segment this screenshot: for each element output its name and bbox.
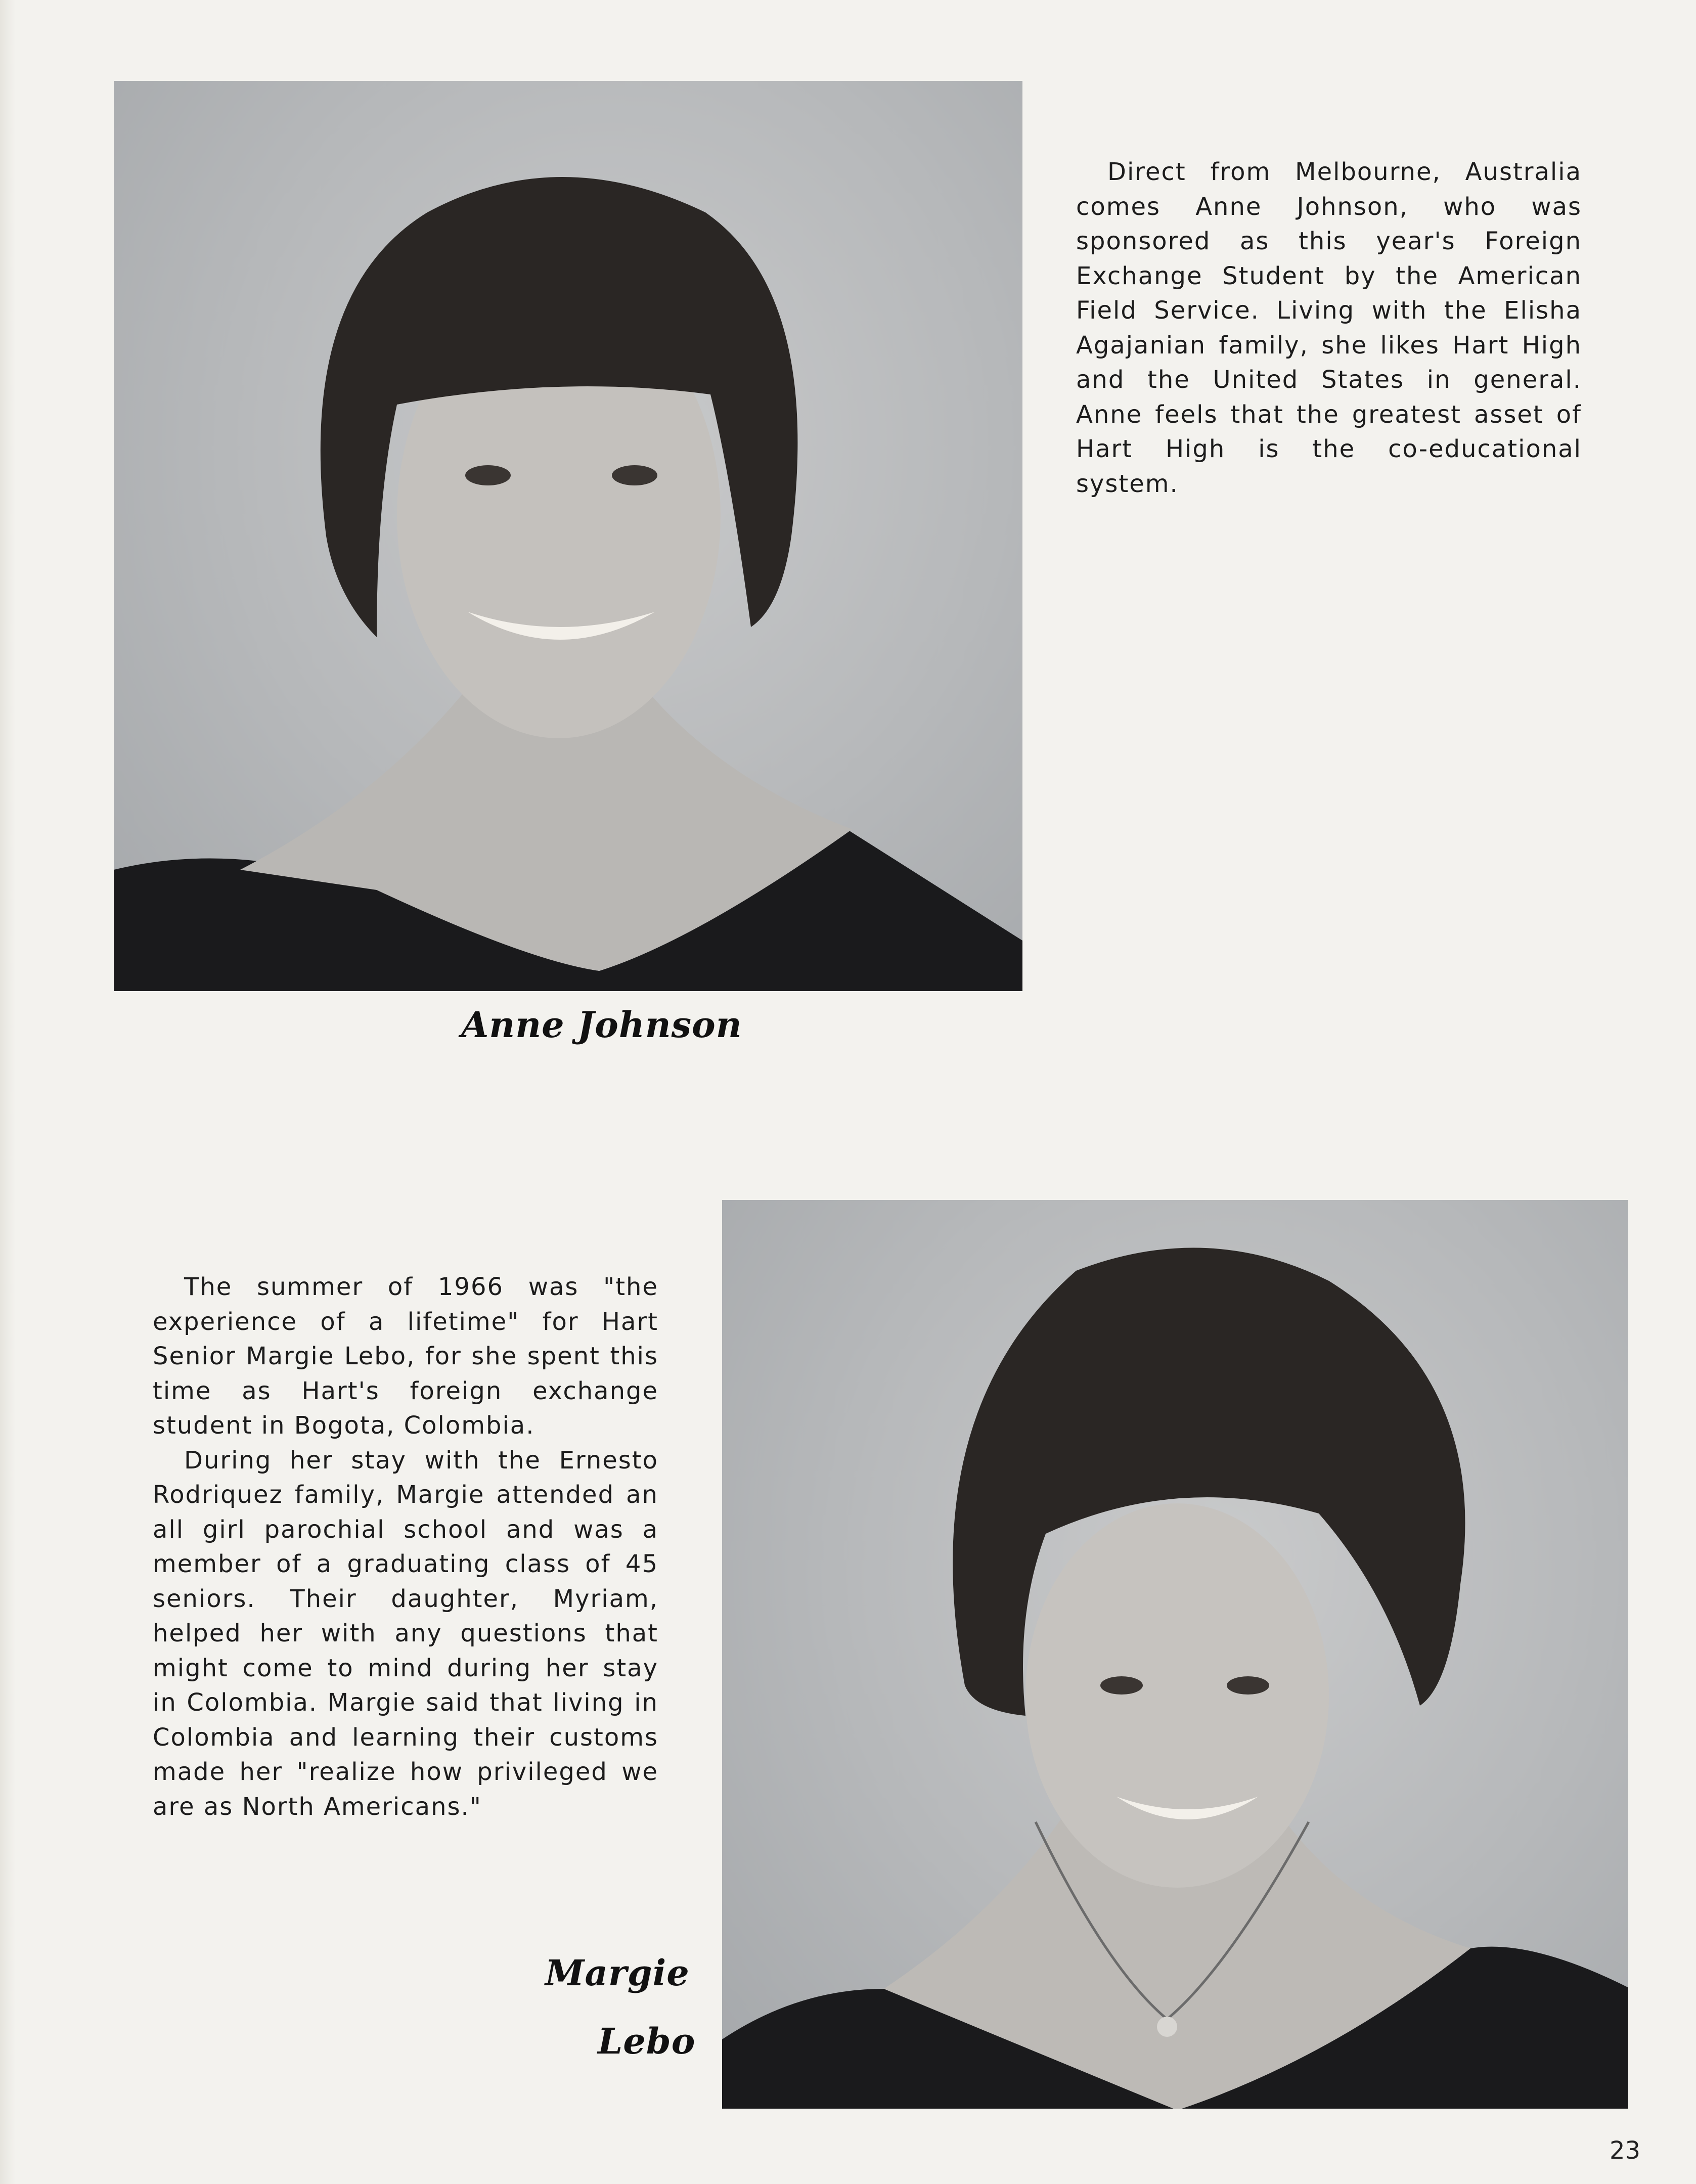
margie-lebo-bio	[153, 1270, 658, 1824]
margie-lebo-signature-first: Margie	[545, 1952, 690, 1994]
anne-johnson-bio	[1076, 155, 1582, 501]
margie-bio-paragraph-2: During her stay with the Ernesto Rodriquez family, Margie attended an all girl parochial school and was a member of a graduating class of 45 seniors. Their daughter, Myriam, helped her with any questions that might come to mind during her stay in Colombia. Margie said that living in Colombia and learning their customs made her "realize how privileged we are as North Americans."	[153, 1446, 658, 1821]
anne-johnson-photo	[114, 81, 1022, 991]
margie-lebo-photo	[722, 1200, 1628, 2109]
margie-bio-paragraph-1: The summer of 1966 was "the experience of a lifetime" for Hart Senior Margie Lebo, for she spent this time as Hart's foreign exchange student in Bogota, Colombia.	[153, 1273, 658, 1440]
anne-bio-paragraph: Direct from Melbourne, Australia comes Anne Johnson, who was sponsored as this year's Foreign Exchange Student by the American Field Service. Living with the Elisha Agajanian family, she likes Hart High and the United States in general. Anne feels that the greatest asset of Hart High is the co-educational system.	[1076, 158, 1582, 498]
margie-lebo-signature-last: Lebo	[598, 2020, 696, 2062]
page-number: 23	[1610, 2136, 1641, 2165]
page-binding-edge	[0, 0, 15, 2184]
anne-johnson-signature: Anne Johnson	[461, 1004, 742, 1046]
